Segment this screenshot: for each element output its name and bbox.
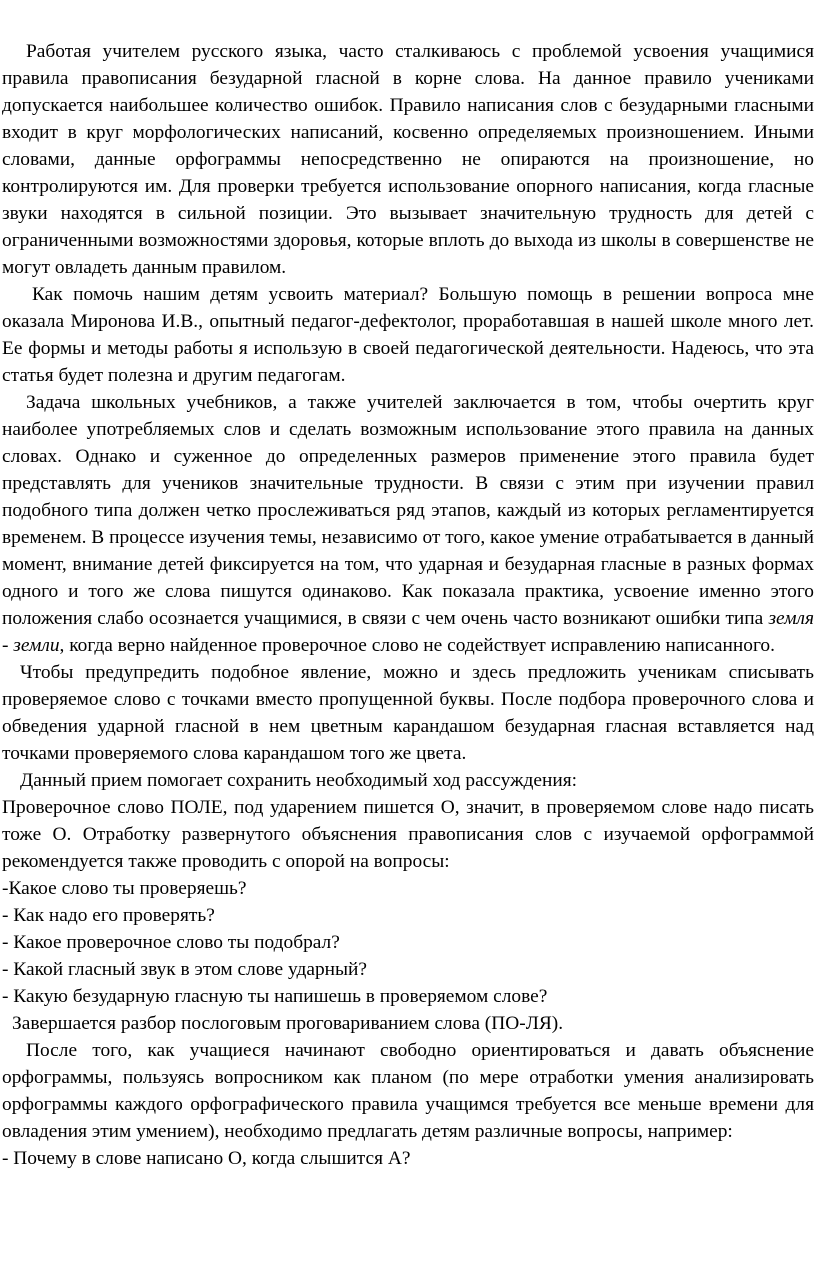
- paragraph-task: [2, 389, 814, 659]
- paragraph-check-word: Проверочное слово ПОЛЕ, под ударением пишется О, значит, в проверяемом слове надо писать тоже О. Отработку развернутого объяснения правописания слов с изучаемой орфограммой рекомендуется также проводить с опорой на вопросы:: [2, 797, 814, 872]
- paragraph-task-end: , когда верно найденное проверочное слово не содействует исправлению написанного.: [59, 635, 775, 656]
- paragraph-after: После того, как учащиеся начинают свободно ориентироваться и давать объяснение орфограммы, пользуясь вопросником как планом (по мере отработки умения анализировать орфограммы каждого орфографического правила учащимся требуется все меньше времени для овладения этим умением), необходимо предлагать детям различные вопросы, например:: [2, 1040, 814, 1142]
- question-item: - Какой гласный звук в этом слове ударный?: [2, 959, 368, 980]
- question-last: - Почему в слове написано О, когда слышится А?: [2, 1148, 411, 1169]
- document-page: [2, 38, 814, 1172]
- paragraph-help: Как помочь нашим детям усвоить материал? Большую помощь в решении вопроса мне оказала Миронова И.В., опытный педагог-дефектолог, проработавшая в нашей школе много лет. Ее формы и методы работы я использую в своей педагогической деятельности. Надеюсь, что эта статья будет полезна и другим педагогам.: [2, 284, 814, 386]
- paragraph-intro: Работая учителем русского языка, часто сталкиваюсь с проблемой усвоения учащимися правила правописания безударной гласной в корне слова. На данное правило учениками допускается наибольшее количество ошибок. Правило написания слов с безударными гласными входит в круг морфологических написаний, косвенно определяемых произношением. Иными словами, данные орфограммы непосредственно не опираются на произношение, но контролируются им. Для проверки требуется использование опорного написания, когда гласные звуки находятся в сильной позиции. Это вызывает значительную трудность для детей с ограниченными возможностями здоровья, которые вплоть до выхода из школы в совершенстве не могут овладеть данным правилом.: [2, 41, 814, 278]
- question-item: -Какое слово ты проверяешь?: [2, 878, 247, 899]
- paragraph-prevent: Чтобы предупредить подобное явление, можно и здесь предложить ученикам списывать проверяемое слово с точками вместо пропущенной буквы. После подбора проверочного слова и обведения ударной гласной в нем цветным карандашом безударная гласная вставляется над точками проверяемого слова карандашом того же цвета.: [2, 662, 814, 764]
- paragraph-task-text: Задача школьных учебников, а также учителей заключается в том, чтобы очертить круг наиболее употребляемых слов и сделать возможным использование этого правила на данных словах. Однако и суженное до определенных размеров применение этого правила будет представлять для учеников значительные трудности. В связи с этим при изучении правил подобного типа должен четко прослеживаться ряд этапов, каждый из которых регламентируется временем. В процессе изучения темы, независимо от того, какое умение отрабатывается в данный момент, внимание детей фиксируется на том, что ударная и безударная гласные в разных формах одного и того же слова пишутся одинаково. Как показала практика, усвоение именно этого положения слабо осознается учащимися, в связи с чем очень часто возникают ошибки типа: [2, 392, 814, 629]
- question-item: - Какую безударную гласную ты напишешь в проверяемом слове?: [2, 986, 548, 1007]
- paragraph-syllable: Завершается разбор послоговым проговариванием слова (ПО-ЛЯ).: [12, 1013, 564, 1034]
- paragraph-method: Данный прием помогает сохранить необходимый ход рассуждения:: [20, 770, 578, 791]
- example-words: земля - земли: [2, 608, 814, 656]
- question-item: - Какое проверочное слово ты подобрал?: [2, 932, 340, 953]
- question-list: [2, 875, 814, 1010]
- question-item: - Как надо его проверять?: [2, 905, 215, 926]
